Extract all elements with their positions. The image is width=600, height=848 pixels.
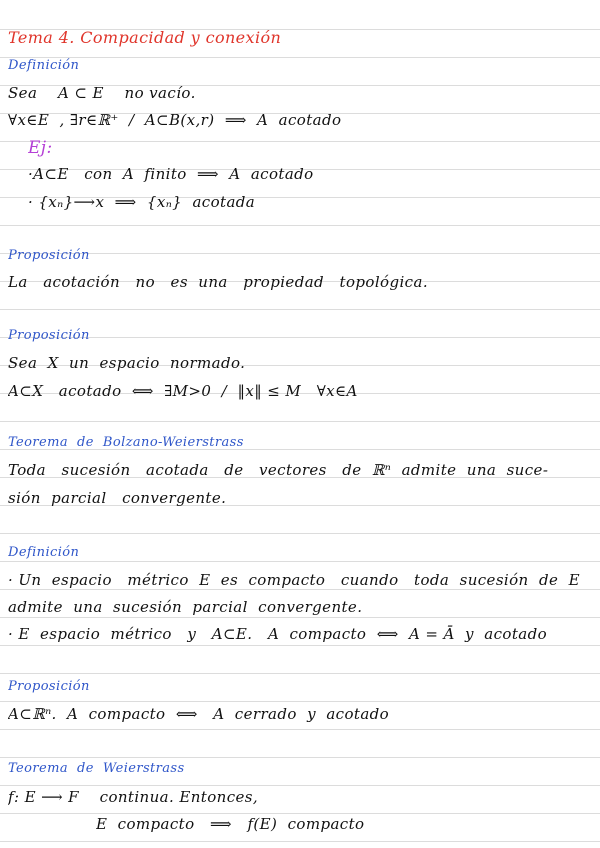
- section-heading-proposicion: Proposición: [8, 679, 90, 694]
- text-line: sión parcial convergente.: [8, 489, 227, 507]
- section-heading-proposicion: Proposición: [8, 248, 90, 263]
- page-title: Tema 4. Compacidad y conexión: [8, 28, 282, 47]
- example-line: ·A⊂E con A finito ⟹ A acotado: [28, 165, 314, 183]
- example-line: · {xₙ}⟶x ⟹ {xₙ} acotada: [28, 193, 256, 211]
- text-line: Sea A ⊂ E no vacío.: [8, 84, 196, 102]
- section-heading-definicion: Definición: [8, 545, 80, 560]
- text-line: · Un espacio métrico E es compacto cuando toda sucesión de E: [8, 571, 580, 589]
- text-line: ∀x∈E , ∃r∈ℝ⁺ / A⊂B(x,r) ⟹ A acotado: [8, 111, 342, 129]
- text-line: E compacto ⟹ f(E) compacto: [96, 815, 365, 833]
- text-line: admite una sucesión parcial convergente.: [8, 598, 363, 616]
- text-line: · E espacio métrico y A⊂E. A compacto ⟺ A = Ā y acotado: [8, 625, 548, 643]
- text-line: Sea X un espacio normado.: [8, 354, 246, 372]
- text-line: A⊂X acotado ⟺ ∃M>0 / ‖x‖ ≤ M ∀x∈A: [8, 382, 358, 400]
- section-heading-teorema-weierstrass: Teorema de Weierstrass: [8, 761, 185, 776]
- text-line: Toda sucesión acotada de vectores de ℝⁿ admite una suce-: [8, 461, 549, 479]
- section-heading-proposicion: Proposición: [8, 328, 90, 343]
- example-label: Ej:: [28, 138, 53, 158]
- text-line: f: E ⟶ F continua. Entonces,: [8, 788, 259, 806]
- text-line: La acotación no es una propiedad topológica.: [8, 273, 428, 291]
- text-line: A⊂ℝⁿ. A compacto ⟺ A cerrado y acotado: [8, 705, 390, 723]
- section-heading-definicion: Definición: [8, 58, 80, 73]
- section-heading-teorema-bolzano-weierstrass: Teorema de Bolzano-Weierstrass: [8, 435, 244, 450]
